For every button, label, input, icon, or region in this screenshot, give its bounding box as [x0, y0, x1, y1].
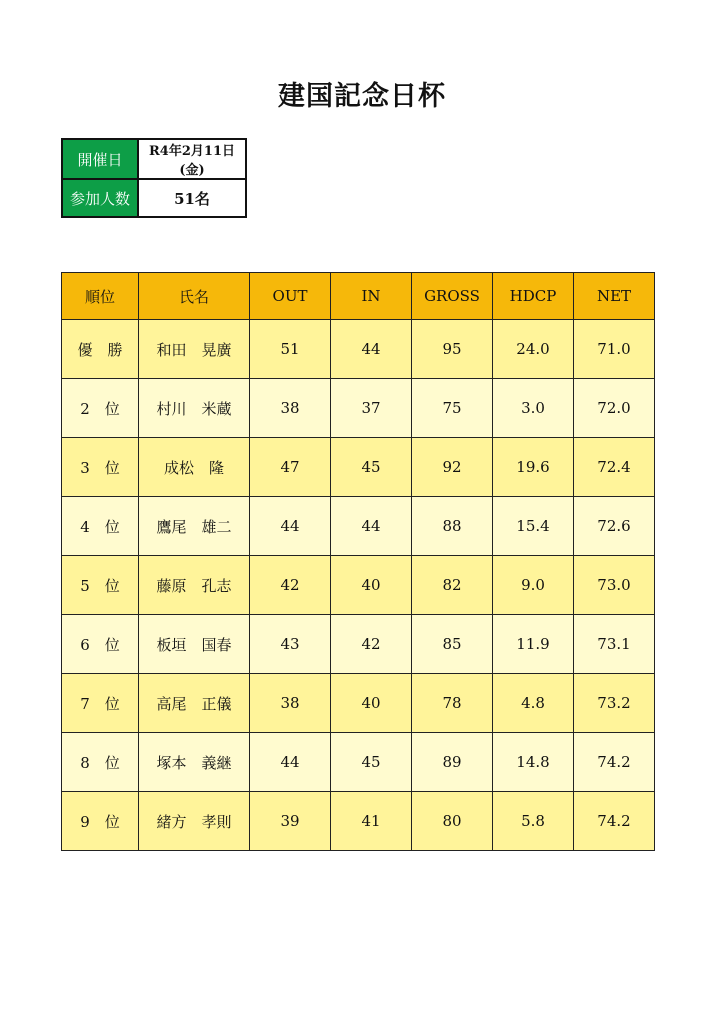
name-cell: 板垣 国春: [139, 615, 250, 674]
out-cell: 44: [250, 497, 331, 556]
header-rank: 順位: [62, 273, 139, 320]
gross-cell: 75: [412, 379, 493, 438]
out-cell: 39: [250, 792, 331, 851]
name-cell: 緒方 孝則: [139, 792, 250, 851]
name-cell: 村川 米蔵: [139, 379, 250, 438]
table-row: [62, 792, 655, 851]
gross-cell: 95: [412, 320, 493, 379]
name-cell: 高尾 正儀: [139, 674, 250, 733]
date-label: 開催日: [62, 139, 138, 179]
hdcp-cell: 15.4: [493, 497, 574, 556]
results-table: [61, 272, 655, 851]
rank-cell: 優 勝: [62, 320, 139, 379]
event-info-table: [61, 138, 247, 218]
table-row: [62, 733, 655, 792]
gross-cell: 78: [412, 674, 493, 733]
net-cell: 73.2: [574, 674, 655, 733]
rank-cell: 5 位: [62, 556, 139, 615]
table-row: [62, 615, 655, 674]
name-cell: 成松 隆: [139, 438, 250, 497]
rank-cell: 8 位: [62, 733, 139, 792]
net-cell: 74.2: [574, 792, 655, 851]
rank-cell: 3 位: [62, 438, 139, 497]
participants-row: [62, 179, 246, 217]
table-row: [62, 320, 655, 379]
in-cell: 45: [331, 438, 412, 497]
out-cell: 38: [250, 674, 331, 733]
in-cell: 40: [331, 674, 412, 733]
out-cell: 51: [250, 320, 331, 379]
hdcp-cell: 19.6: [493, 438, 574, 497]
gross-cell: 92: [412, 438, 493, 497]
net-cell: 73.1: [574, 615, 655, 674]
name-cell: 鷹尾 雄二: [139, 497, 250, 556]
out-cell: 44: [250, 733, 331, 792]
hdcp-cell: 14.8: [493, 733, 574, 792]
header-out: OUT: [250, 273, 331, 320]
out-cell: 42: [250, 556, 331, 615]
date-row: [62, 139, 246, 179]
net-cell: 73.0: [574, 556, 655, 615]
in-cell: 40: [331, 556, 412, 615]
table-row: [62, 379, 655, 438]
header-name: 氏名: [139, 273, 250, 320]
net-cell: 72.4: [574, 438, 655, 497]
rank-cell: 7 位: [62, 674, 139, 733]
results-header-row: [62, 273, 655, 320]
net-cell: 71.0: [574, 320, 655, 379]
gross-cell: 89: [412, 733, 493, 792]
in-cell: 44: [331, 497, 412, 556]
out-cell: 43: [250, 615, 331, 674]
hdcp-cell: 3.0: [493, 379, 574, 438]
header-net: NET: [574, 273, 655, 320]
in-cell: 44: [331, 320, 412, 379]
participants-value: 51名: [138, 179, 246, 217]
name-cell: 塚本 義継: [139, 733, 250, 792]
header-hdcp: HDCP: [493, 273, 574, 320]
name-cell: 藤原 孔志: [139, 556, 250, 615]
rank-cell: 2 位: [62, 379, 139, 438]
table-row: [62, 674, 655, 733]
in-cell: 45: [331, 733, 412, 792]
out-cell: 38: [250, 379, 331, 438]
page-title: 建国記念日杯: [278, 81, 446, 112]
hdcp-cell: 4.8: [493, 674, 574, 733]
table-row: [62, 438, 655, 497]
rank-cell: 6 位: [62, 615, 139, 674]
net-cell: 74.2: [574, 733, 655, 792]
in-cell: 41: [331, 792, 412, 851]
gross-cell: 85: [412, 615, 493, 674]
in-cell: 37: [331, 379, 412, 438]
hdcp-cell: 9.0: [493, 556, 574, 615]
gross-cell: 88: [412, 497, 493, 556]
hdcp-cell: 11.9: [493, 615, 574, 674]
net-cell: 72.6: [574, 497, 655, 556]
participants-label: 参加人数: [62, 179, 138, 217]
header-gross: GROSS: [412, 273, 493, 320]
table-row: [62, 497, 655, 556]
hdcp-cell: 5.8: [493, 792, 574, 851]
date-value: R4年2月11日(金): [138, 139, 246, 179]
rank-cell: 4 位: [62, 497, 139, 556]
net-cell: 72.0: [574, 379, 655, 438]
name-cell: 和田 晃廣: [139, 320, 250, 379]
gross-cell: 82: [412, 556, 493, 615]
out-cell: 47: [250, 438, 331, 497]
rank-cell: 9 位: [62, 792, 139, 851]
header-in: IN: [331, 273, 412, 320]
hdcp-cell: 24.0: [493, 320, 574, 379]
table-row: [62, 556, 655, 615]
in-cell: 42: [331, 615, 412, 674]
gross-cell: 80: [412, 792, 493, 851]
